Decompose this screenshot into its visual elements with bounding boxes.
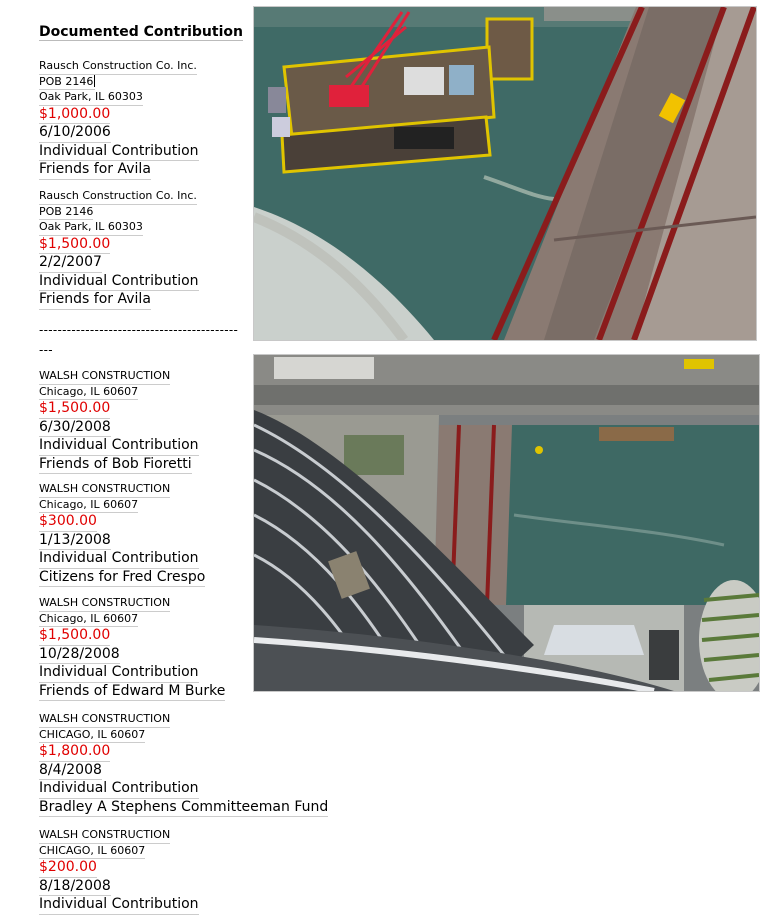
- contributor-city: Chicago, IL 60607: [39, 498, 138, 514]
- contribution-type: Individual Contribution: [39, 896, 199, 915]
- contributor-city: CHICAGO, IL 60607: [39, 844, 145, 860]
- contributor-name: Rausch Construction Co. Inc.: [39, 59, 197, 75]
- contribution-date: 6/10/2006: [39, 124, 111, 143]
- contributor-name: WALSH CONSTRUCTION: [39, 828, 170, 844]
- contributor-address: POB 2146: [39, 205, 93, 221]
- contribution-recipient: Friends of Bob Fioretti: [39, 456, 192, 475]
- contributor-name: WALSH CONSTRUCTION: [39, 712, 170, 728]
- contribution-recipient: Friends for Avila: [39, 161, 151, 180]
- contributor-city: Oak Park, IL 60303: [39, 90, 143, 106]
- contribution-amount: $300.00: [39, 513, 97, 532]
- contribution-amount: $1,000.00: [39, 106, 110, 125]
- contribution-type: Individual Contribution: [39, 550, 199, 569]
- text-cursor: [94, 75, 95, 87]
- contribution-recipient: Bradley A Stephens Committeeman Fund: [39, 799, 328, 818]
- contribution-type: Individual Contribution: [39, 780, 199, 799]
- contribution-entry: [39, 59, 199, 180]
- contribution-type: Individual Contribution: [39, 664, 199, 683]
- contribution-recipient: Citizens for Fred Crespo: [39, 569, 205, 588]
- contribution-date: 1/13/2008: [39, 532, 111, 551]
- contribution-amount: $1,500.00: [39, 400, 110, 419]
- contribution-type: Individual Contribution: [39, 437, 199, 456]
- contribution-date: 8/4/2008: [39, 762, 102, 781]
- contribution-date: 8/18/2008: [39, 878, 111, 897]
- contributor-city: CHICAGO, IL 60607: [39, 728, 145, 744]
- contributor-name: WALSH CONSTRUCTION: [39, 596, 170, 612]
- contribution-date: 2/2/2007: [39, 254, 102, 273]
- contribution-entry: [39, 596, 225, 701]
- barge-photo: [253, 6, 757, 341]
- contribution-date: 10/28/2008: [39, 646, 120, 665]
- contributor-city: Oak Park, IL 60303: [39, 220, 143, 236]
- river-aerial-photo: [253, 354, 760, 692]
- barge-photo-image: [254, 7, 756, 340]
- contribution-amount: $200.00: [39, 859, 97, 878]
- contribution-entry: [39, 189, 199, 310]
- contributor-address: POB 2146: [39, 75, 95, 91]
- contribution-entry: [39, 369, 199, 474]
- contributor-name: Rausch Construction Co. Inc.: [39, 189, 197, 205]
- page-title: Documented Contribution: [39, 24, 243, 40]
- contributor-name: WALSH CONSTRUCTION: [39, 482, 170, 498]
- contribution-entry: [39, 482, 205, 587]
- contribution-entry: [39, 712, 328, 817]
- river-aerial-photo-image: [254, 355, 759, 691]
- contribution-recipient: Friends of Edward M Burke: [39, 683, 225, 702]
- contribution-type: Individual Contribution: [39, 273, 199, 292]
- contribution-amount: $1,500.00: [39, 236, 110, 255]
- contribution-amount: $1,500.00: [39, 627, 110, 646]
- contribution-entry: [39, 828, 199, 915]
- separator-line: ----------------------------------------------: [39, 323, 239, 357]
- contributor-city: Chicago, IL 60607: [39, 385, 138, 401]
- contribution-recipient: Friends for Avila: [39, 291, 151, 310]
- contributor-city: Chicago, IL 60607: [39, 612, 138, 628]
- contribution-amount: $1,800.00: [39, 743, 110, 762]
- contributor-name: WALSH CONSTRUCTION: [39, 369, 170, 385]
- contribution-date: 6/30/2008: [39, 419, 111, 438]
- contribution-type: Individual Contribution: [39, 143, 199, 162]
